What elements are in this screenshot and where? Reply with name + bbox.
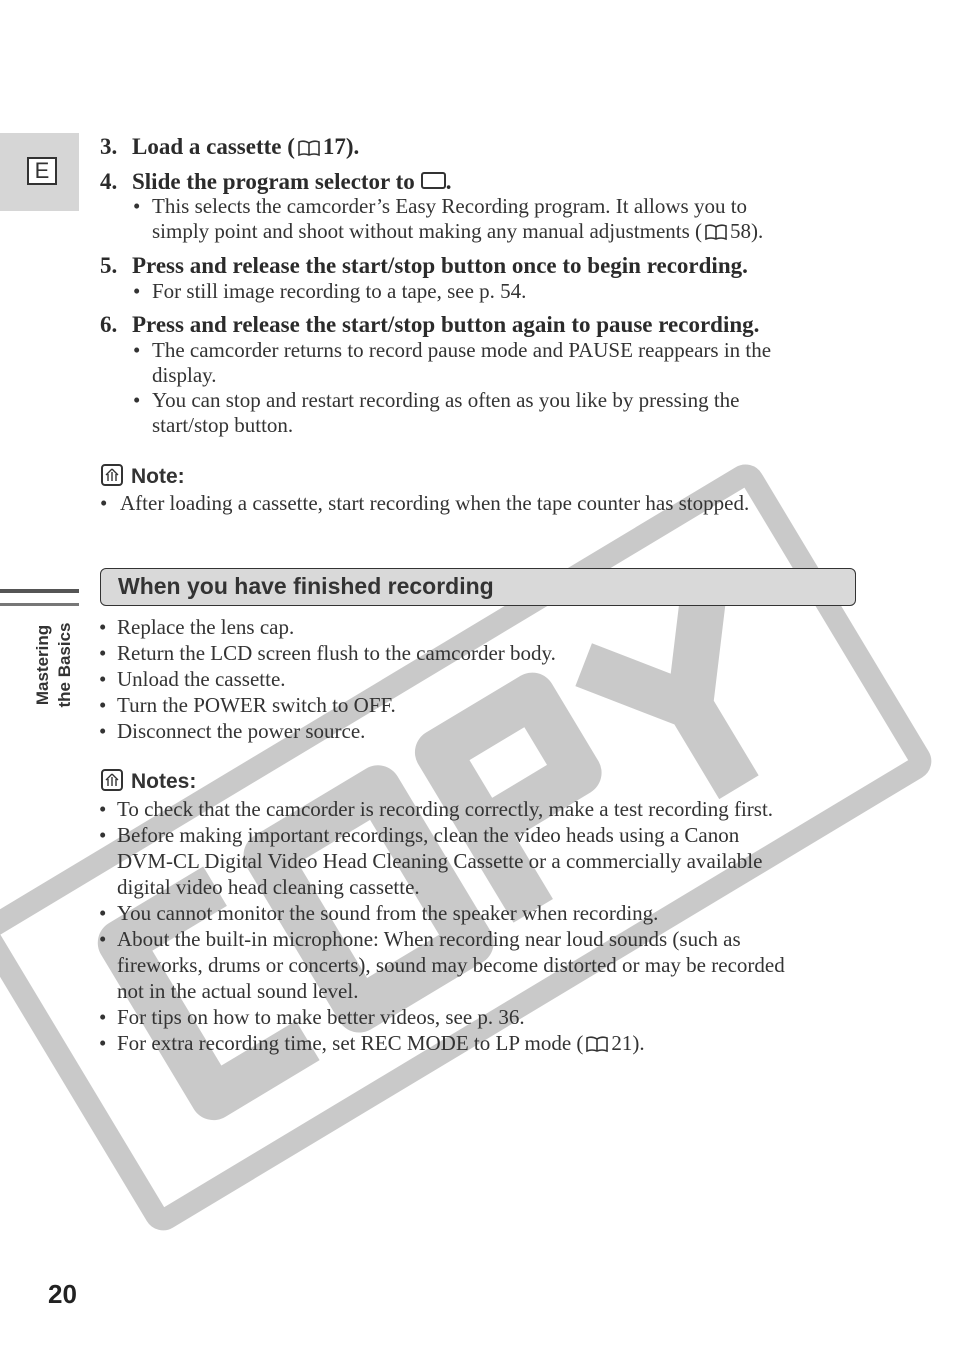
list-item: • Return the LCD screen flush to the camcorder body. bbox=[99, 640, 859, 666]
note-heading-text: Note: bbox=[131, 465, 185, 488]
note-item: • To check that the camcorder is recording correctly, make a test recording first. bbox=[99, 796, 859, 822]
note-item-text-line2: DVM-CL Digital Video Head Cleaning Cassette or a commercially available bbox=[117, 849, 763, 873]
note-item-text bbox=[99, 1030, 859, 1056]
note-item-text: You cannot monitor the sound from the speaker when recording. bbox=[117, 901, 659, 925]
step-5 bbox=[100, 252, 748, 280]
bullet-text-line2 bbox=[133, 219, 853, 244]
notes-heading-text: Notes: bbox=[131, 770, 197, 793]
page-ref: 21 bbox=[611, 1031, 633, 1055]
note-icon bbox=[101, 769, 123, 791]
section-banner: When you have finished recording bbox=[100, 568, 856, 606]
section-divider-thin bbox=[0, 603, 79, 606]
section-label-line2: the Basics bbox=[55, 622, 74, 708]
list-item-text: Replace the lens cap. bbox=[117, 615, 295, 639]
book-reference-icon bbox=[585, 1035, 609, 1053]
step-number: 5. bbox=[100, 253, 118, 278]
note-item-text: After loading a cassette, start recording when the tape counter has stopped. bbox=[120, 491, 750, 515]
list-item-text: Disconnect the power source. bbox=[117, 719, 366, 743]
note-item: • For tips on how to make better videos, see p. 36. bbox=[99, 1004, 859, 1030]
note-item-text-end: ). bbox=[632, 1031, 645, 1055]
page-ref: 17 bbox=[322, 134, 346, 159]
step-text: Press and release the start/stop button once to begin recording. bbox=[132, 253, 748, 278]
note-heading bbox=[101, 464, 185, 490]
page-ref: 58 bbox=[730, 219, 752, 243]
step-3 bbox=[100, 133, 359, 161]
step-5-bullet: • For still image recording to a tape, see p. 54. bbox=[133, 279, 853, 304]
note-item: • You cannot monitor the sound from the speaker when recording. bbox=[99, 900, 859, 926]
note-item-text-line2: fireworks, drums or concerts), sound may become distorted or may be recorded bbox=[117, 953, 785, 977]
bullet-text: You can stop and restart recording as often as you like by pressing the bbox=[152, 388, 740, 412]
section-label-line1: Mastering bbox=[33, 624, 52, 706]
step-6-bullet: • You can stop and restart recording as often as you like by pressing the start/stop button. bbox=[133, 388, 853, 438]
note-item-text: About the built-in microphone: When recording near loud sounds (such as bbox=[117, 927, 741, 951]
page-number: 20 bbox=[48, 1279, 77, 1309]
list-item: • Disconnect the power source. bbox=[99, 718, 859, 744]
bullet-text-end: ). bbox=[751, 219, 764, 243]
step-6 bbox=[100, 311, 759, 339]
step-number: 6. bbox=[100, 312, 118, 337]
list-item-text: Turn the POWER switch to OFF. bbox=[117, 693, 396, 717]
note-item-text-line3: not in the actual sound level. bbox=[117, 979, 359, 1003]
note-item-text-line3: digital video head cleaning cassette. bbox=[117, 875, 420, 899]
book-reference-icon bbox=[704, 223, 728, 241]
note-item-text: Before making important recordings, clean the video heads using a Canon bbox=[117, 823, 740, 847]
note-item-text: To check that the camcorder is recording correctly, make a test recording first. bbox=[117, 797, 774, 821]
step-number: 4. bbox=[100, 169, 118, 194]
bullet-text: simply point and shoot without making any manual adjustments ( bbox=[152, 219, 703, 243]
step-text-end: ). bbox=[345, 134, 360, 159]
list-item-text: Unload the cassette. bbox=[117, 667, 286, 691]
notes-heading bbox=[101, 769, 196, 795]
bullet-text-line2: display. bbox=[152, 363, 217, 387]
step-text-end: . bbox=[445, 169, 452, 194]
note-icon bbox=[101, 464, 123, 486]
step-6-bullet: • The camcorder returns to record pause mode and PAUSE reappears in the display. bbox=[133, 338, 853, 388]
bullet-text-line2: start/stop button. bbox=[152, 413, 294, 437]
bullet-text: The camcorder returns to record pause mode and PAUSE reappears in the bbox=[152, 338, 772, 362]
step-text: Press and release the start/stop button again to pause recording. bbox=[132, 312, 760, 337]
list-item: • Replace the lens cap. bbox=[99, 614, 859, 640]
step-text: Load a cassette ( bbox=[132, 134, 295, 159]
book-reference-icon bbox=[297, 139, 321, 157]
list-item: • Unload the cassette. bbox=[99, 666, 859, 692]
section-divider-thick bbox=[0, 589, 79, 593]
note-item-text-start: For extra recording time, set REC MODE to LP mode ( bbox=[117, 1031, 584, 1055]
note-item: • After loading a cassette, start recording when the tape counter has stopped. bbox=[100, 490, 860, 516]
step-number: 3. bbox=[100, 134, 118, 159]
note-item: • For extra recording time, set REC MODE to LP mode ( 21). bbox=[99, 1030, 859, 1056]
language-tab-label: E bbox=[27, 157, 57, 185]
step-text: Slide the program selector to bbox=[132, 169, 415, 194]
easy-recording-screen-icon bbox=[421, 172, 446, 189]
list-item-text: Return the LCD screen flush to the camcorder body. bbox=[117, 641, 556, 665]
step-4-bullet: • This selects the camcorder’s Easy Recording program. It allows you to simply point and shoot without making any manual adjustments ( 58). bbox=[133, 194, 853, 244]
section-label bbox=[32, 610, 76, 720]
bullet-text: This selects the camcorder’s Easy Recording program. It allows you to bbox=[152, 194, 748, 218]
note-item: • Before making important recordings, clean the video heads using a Canon DVM-CL Digital Video Head Cleaning Cassette or a commercially available digital video head cleaning cassette. bbox=[99, 822, 859, 900]
list-item: • Turn the POWER switch to OFF. bbox=[99, 692, 859, 718]
note-item: • About the built-in microphone: When recording near loud sounds (such as fireworks, drums or concerts), sound may become distorted or may be recorded not in the actual sound level. bbox=[99, 926, 859, 1004]
note-item-text: For tips on how to make better videos, see p. 36. bbox=[117, 1005, 525, 1029]
bullet-text: For still image recording to a tape, see p. 54. bbox=[152, 279, 527, 303]
step-4 bbox=[100, 168, 452, 196]
